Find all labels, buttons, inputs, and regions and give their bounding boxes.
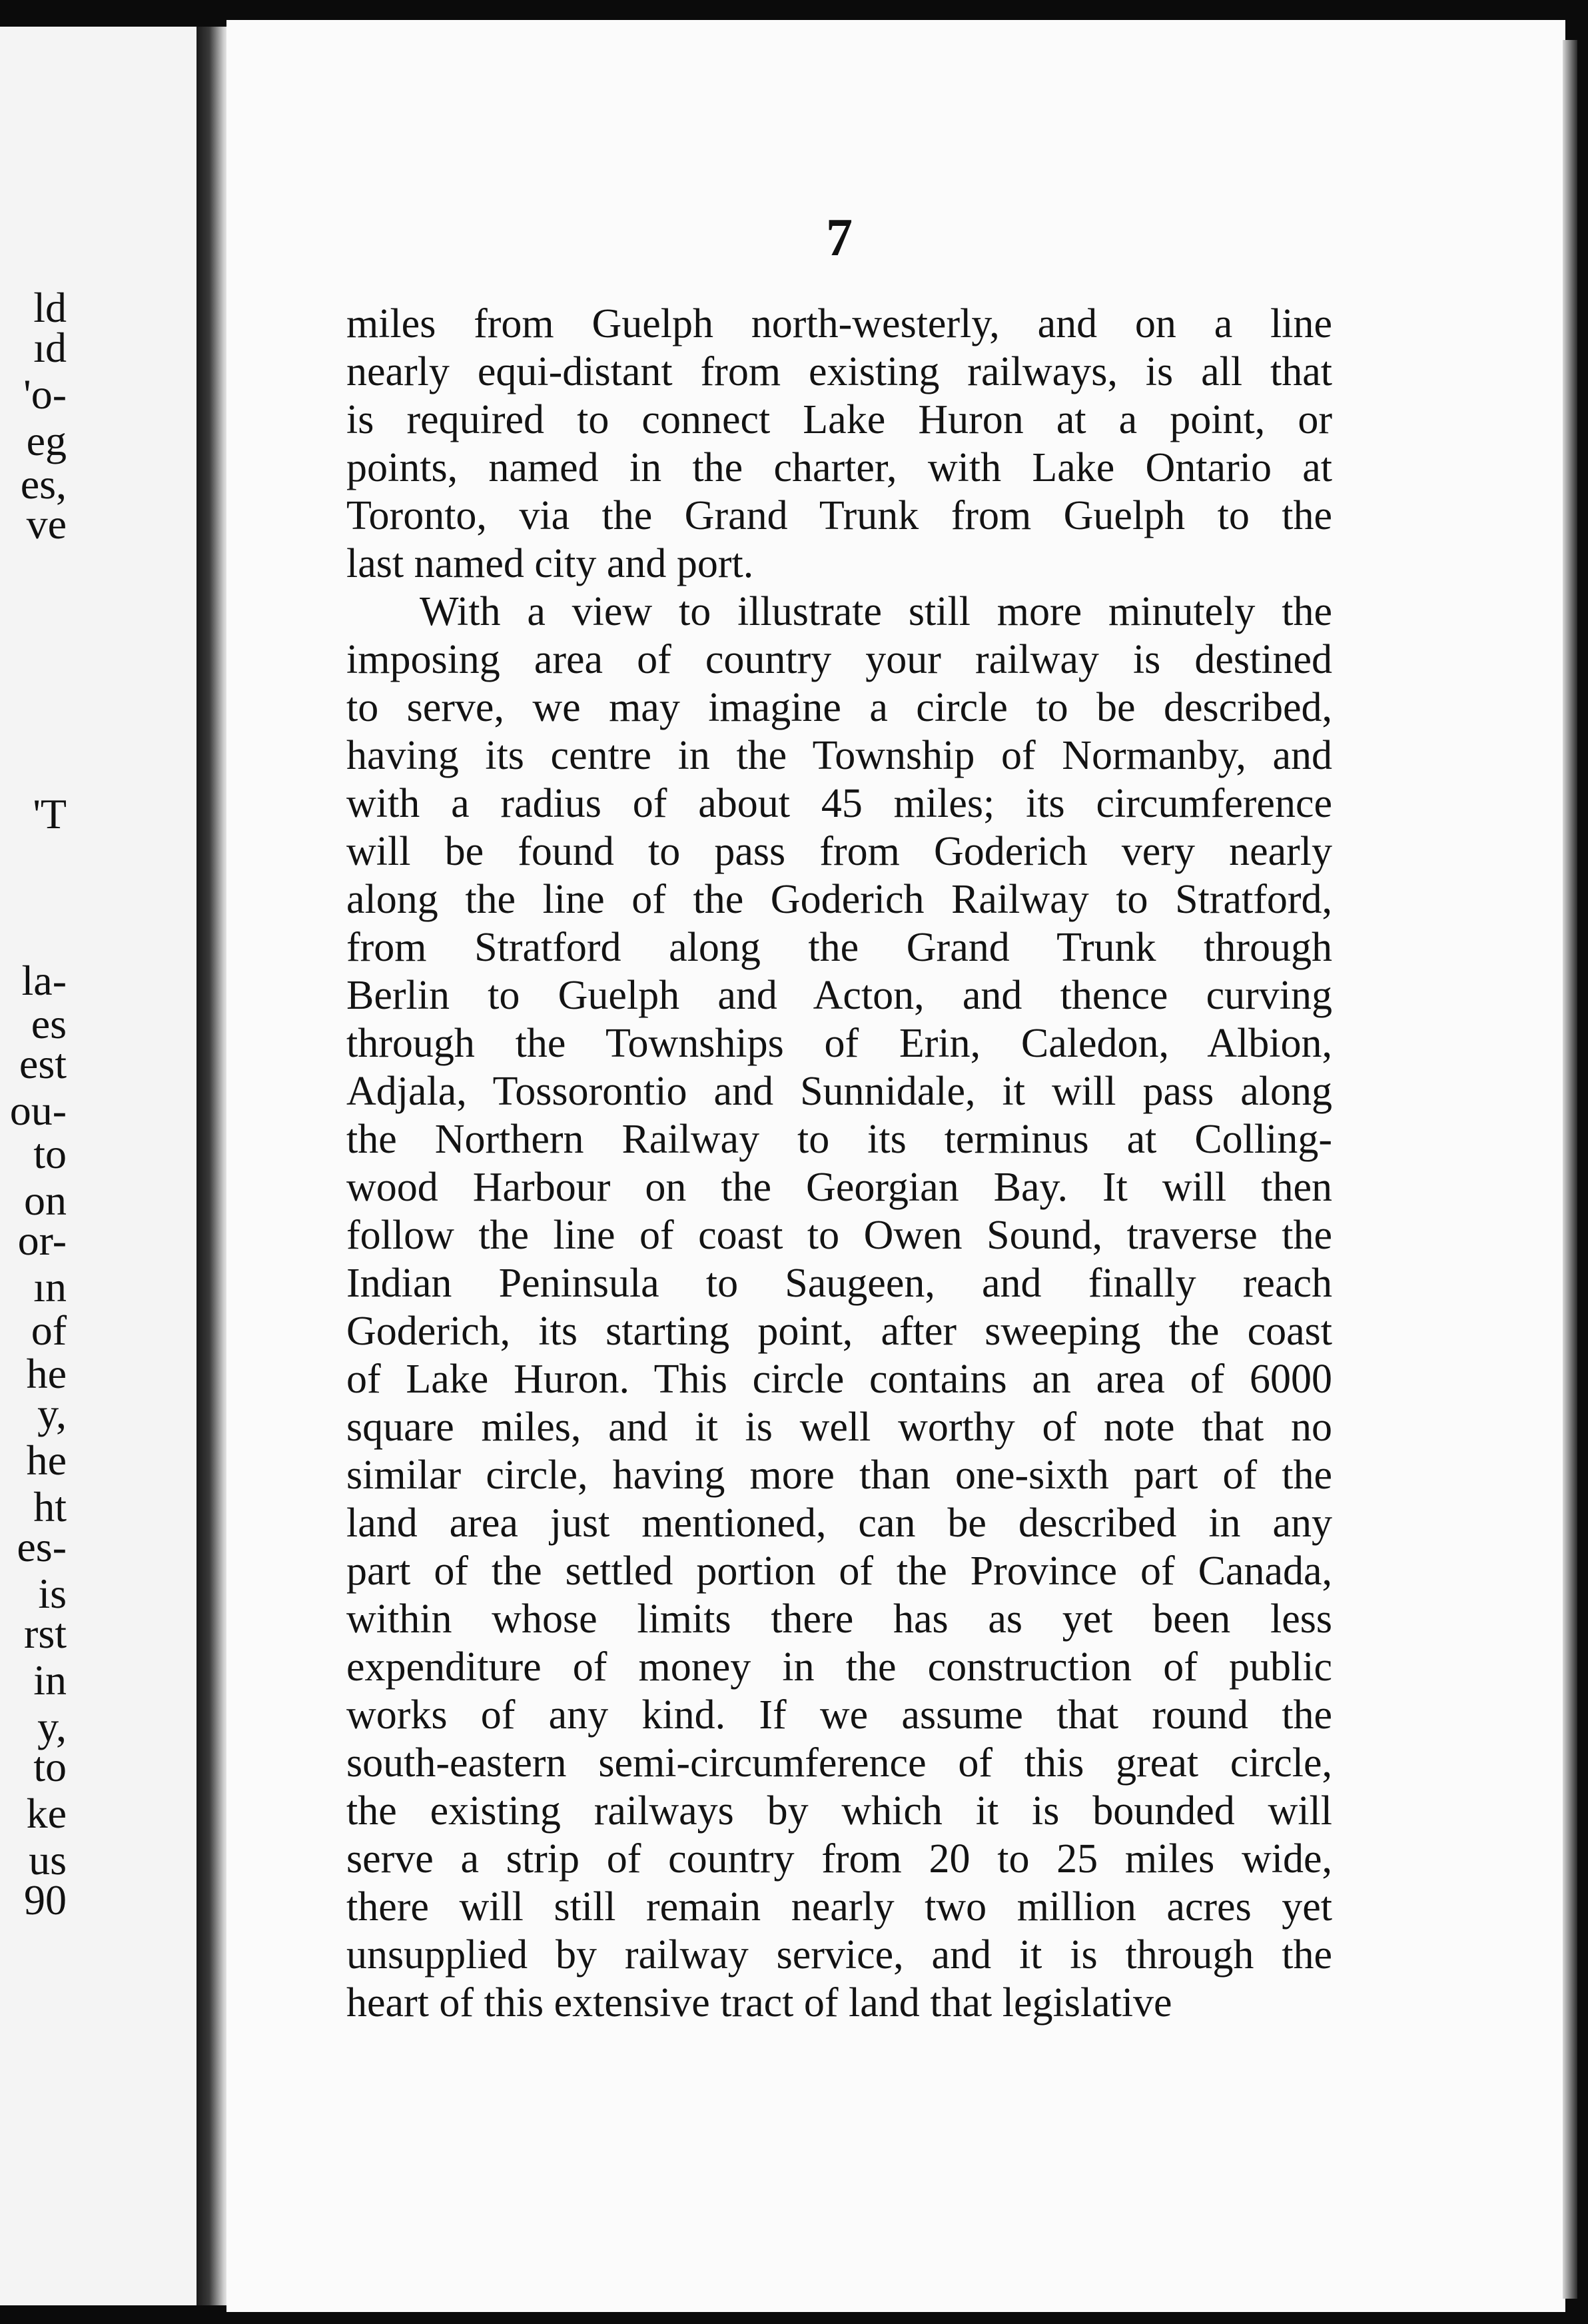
text-line: along the line of the Goderich Railway to Stratford, (346, 877, 1332, 922)
facing-page-text-fragment: ou- (9, 1087, 67, 1134)
facing-page-text-fragment: ht (33, 1483, 67, 1530)
facing-page-text-fragment: he (26, 1437, 67, 1484)
text-line: Berlin to Guelph and Acton, and thence curving (346, 973, 1332, 1018)
facing-page-text-fragment: to (33, 1130, 67, 1177)
facing-page-text-fragment: ıd (33, 324, 67, 371)
text-line: follow the line of coast to Owen Sound, traverse the (346, 1213, 1332, 1258)
facing-page-text-fragment: ve (26, 500, 67, 548)
facing-page-text-fragment: y, (37, 1390, 67, 1437)
text-line: imposing area of country your railway is destined (346, 637, 1332, 682)
page-edge-shadow (1563, 40, 1577, 2299)
facing-page-text-fragment: 'T (33, 790, 67, 838)
facing-page-text-fragment: es, (20, 460, 67, 508)
facing-page-text-fragment: la- (21, 957, 67, 1004)
facing-page-text-fragment: to (33, 1743, 67, 1790)
page-number: 7 (826, 209, 853, 267)
text-line: having its centre in the Township of Normanby, and (346, 733, 1332, 778)
text-line: heart of this extensive tract of land that legislative (346, 1980, 1172, 2026)
text-line: from Stratford along the Grand Trunk through (346, 925, 1332, 970)
text-line: within whose limits there has as yet been less (346, 1596, 1332, 1642)
text-line: unsupplied by railway service, and it is through the (346, 1932, 1332, 1978)
body-text (346, 300, 1332, 2027)
facing-page-text-fragment: rst (24, 1610, 67, 1657)
facing-page-text-fragment: ın (33, 1263, 67, 1311)
text-line: Indian Peninsula to Saugeen, and finally reach (346, 1261, 1332, 1306)
book-spine (197, 27, 228, 2305)
text-line: points, named in the charter, with Lake Ontario at (346, 445, 1332, 490)
text-line: to serve, we may imagine a circle to be described, (346, 685, 1332, 730)
facing-page-fragment (0, 27, 200, 2305)
text-line: nearly equi-distant from existing railways, is all that (346, 349, 1332, 394)
facing-page-text-fragment: us (29, 1836, 67, 1884)
text-line: similar circle, having more than one-sixth part of the (346, 1452, 1332, 1498)
text-line: the existing railways by which it is bounded will (346, 1788, 1332, 1834)
facing-page-text-fragment: of (31, 1307, 67, 1354)
text-line: expenditure of money in the construction of public (346, 1644, 1332, 1690)
facing-page-text-fragment: eg (26, 417, 67, 464)
facing-page-text-fragment: es (31, 1000, 67, 1047)
text-line: of Lake Huron. This circle contains an area of 6000 (346, 1357, 1332, 1402)
text-line: Adjala, Tossorontio and Sunnidale, it will pass along (346, 1069, 1332, 1114)
text-line: serve a strip of country from 20 to 25 miles wide, (346, 1836, 1332, 1882)
facing-page-text-fragment: ld (33, 284, 67, 331)
facing-page-text-fragment: in (33, 1656, 67, 1704)
text-line: the Northern Railway to its terminus at Colling- (346, 1117, 1332, 1162)
text-line: works of any kind. If we assume that round the (346, 1692, 1332, 1738)
facing-page-text-fragment: 90 (24, 1876, 67, 1924)
text-line: part of the settled portion of the Province of Canada, (346, 1548, 1332, 1594)
text-line: square miles, and it is well worthy of note that no (346, 1405, 1332, 1450)
facing-page-text-fragment: 'o- (23, 370, 67, 418)
text-line: land area just mentioned, can be described in any (346, 1500, 1332, 1546)
text-line: through the Townships of Erin, Caledon, Albion, (346, 1021, 1332, 1066)
text-line: with a radius of about 45 miles; its circumference (346, 781, 1332, 826)
facing-page-text-fragment: or- (17, 1217, 67, 1264)
text-line: there will still remain nearly two million acres yet (346, 1884, 1332, 1930)
facing-page-text-fragment: est (19, 1040, 67, 1087)
text-line: Toronto, via the Grand Trunk from Guelph to the (346, 493, 1332, 538)
facing-page-text-fragment: on (24, 1177, 67, 1224)
text-line: With a view to illustrate still more minutely the (420, 589, 1332, 634)
text-line: wood Harbour on the Georgian Bay. It will then (346, 1165, 1332, 1210)
text-line: miles from Guelph north-westerly, and on a line (346, 301, 1332, 346)
facing-page-text-fragment: ke (26, 1790, 67, 1837)
facing-page-text-fragment: es- (17, 1523, 67, 1570)
text-line: Goderich, its starting point, after sweeping the coast (346, 1309, 1332, 1354)
text-line: last named city and port. (346, 541, 754, 586)
facing-page-text-fragment: y, (37, 1703, 67, 1750)
facing-page-text-fragment: is (38, 1570, 67, 1617)
facing-page-text-fragment: he (26, 1350, 67, 1397)
text-line: will be found to pass from Goderich very nearly (346, 829, 1332, 874)
text-line: is required to connect Lake Huron at a point, or (346, 397, 1332, 442)
text-line: south-eastern semi-circumference of this great circle, (346, 1740, 1332, 1786)
